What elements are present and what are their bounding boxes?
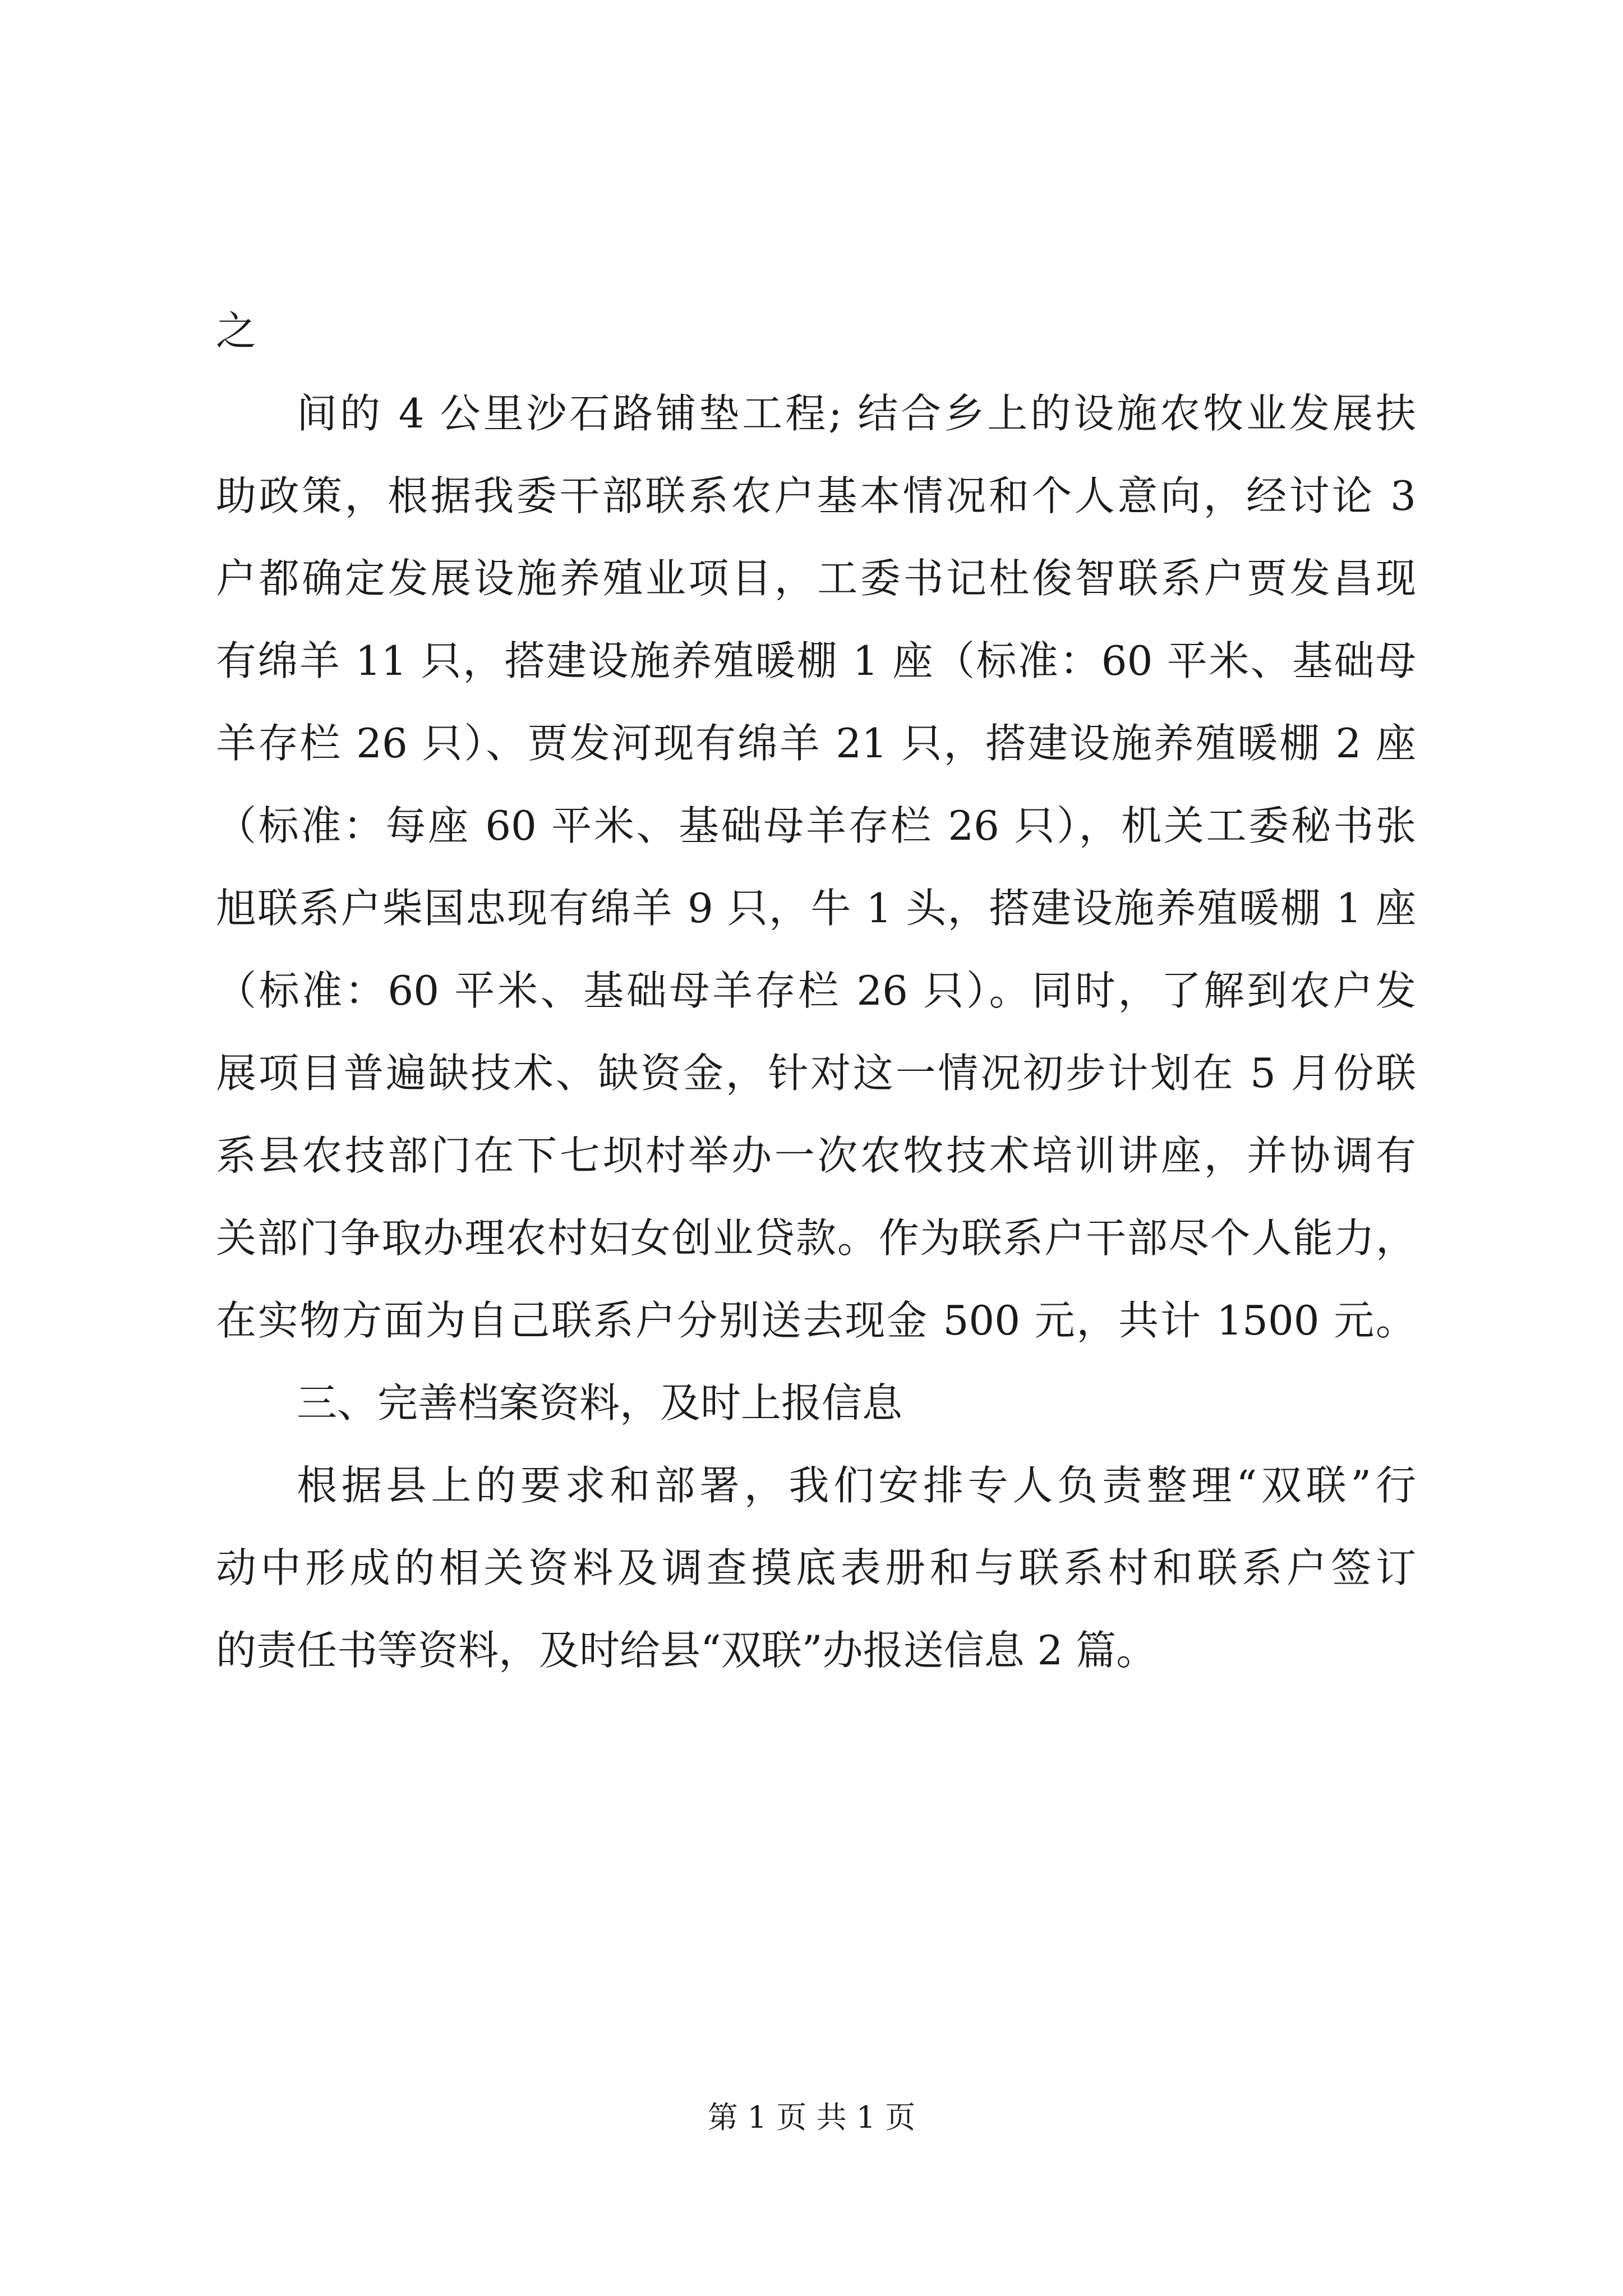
page-footer: 第 1 页 共 1 页 bbox=[707, 2100, 916, 2135]
text-line: 助政策，根据我委干部联系农户基本情况和个人意向，经讨论 3 bbox=[216, 472, 1416, 519]
text-line: 户都确定发展设施养殖业项目，工委书记杜俊智联系户贾发昌现 bbox=[216, 555, 1416, 602]
text-line: （标准：每座 60 平米、基础母羊存栏 26 只），机关工委秘书张 bbox=[216, 802, 1416, 849]
text-line: 展项目普遍缺技术、缺资金，针对这一情况初步计划在 5 月份联 bbox=[216, 1050, 1416, 1097]
text-line: 有绵羊 11 只，搭建设施养殖暖棚 1 座（标准：60 平米、基础母 bbox=[216, 637, 1416, 684]
text-line: （标准：60 平米、基础母羊存栏 26 只）。同时，了解到农户发 bbox=[216, 967, 1416, 1014]
text-line: 关部门争取办理农村妇女创业贷款。作为联系户干部尽个人能力， bbox=[216, 1214, 1416, 1262]
text-line: 系县农技部门在下七坝村举办一次农牧技术培训讲座，并协调有 bbox=[216, 1132, 1416, 1179]
section-heading: 三、完善档案资料，及时上报信息 bbox=[297, 1379, 903, 1427]
text-line: 间的 4 公里沙石路铺垫工程; 结合乡上的设施农牧业发展扶 bbox=[297, 390, 1416, 437]
text-line: 在实物方面为自己联系户分别送去现金 500 元，共计 1500 元。 bbox=[216, 1297, 1416, 1344]
text-line: 羊存栏 26 只）、贾发河现有绵羊 21 只，搭建设施养殖暖棚 2 座 bbox=[216, 720, 1416, 767]
text-line: 旭联系户柴国忠现有绵羊 9 只，牛 1 头，搭建设施养殖暖棚 1 座 bbox=[216, 885, 1416, 932]
text-line: 根据县上的要求和部署，我们安排专人负责整理“双联”行 bbox=[297, 1462, 1416, 1509]
text-line: 的责任书等资料，及时给县“双联”办报送信息 2 篇。 bbox=[216, 1627, 1157, 1674]
text-line: 动中形成的相关资料及调查摸底表册和与联系村和联系户签订 bbox=[216, 1544, 1416, 1591]
text-line: 之 bbox=[216, 307, 257, 355]
